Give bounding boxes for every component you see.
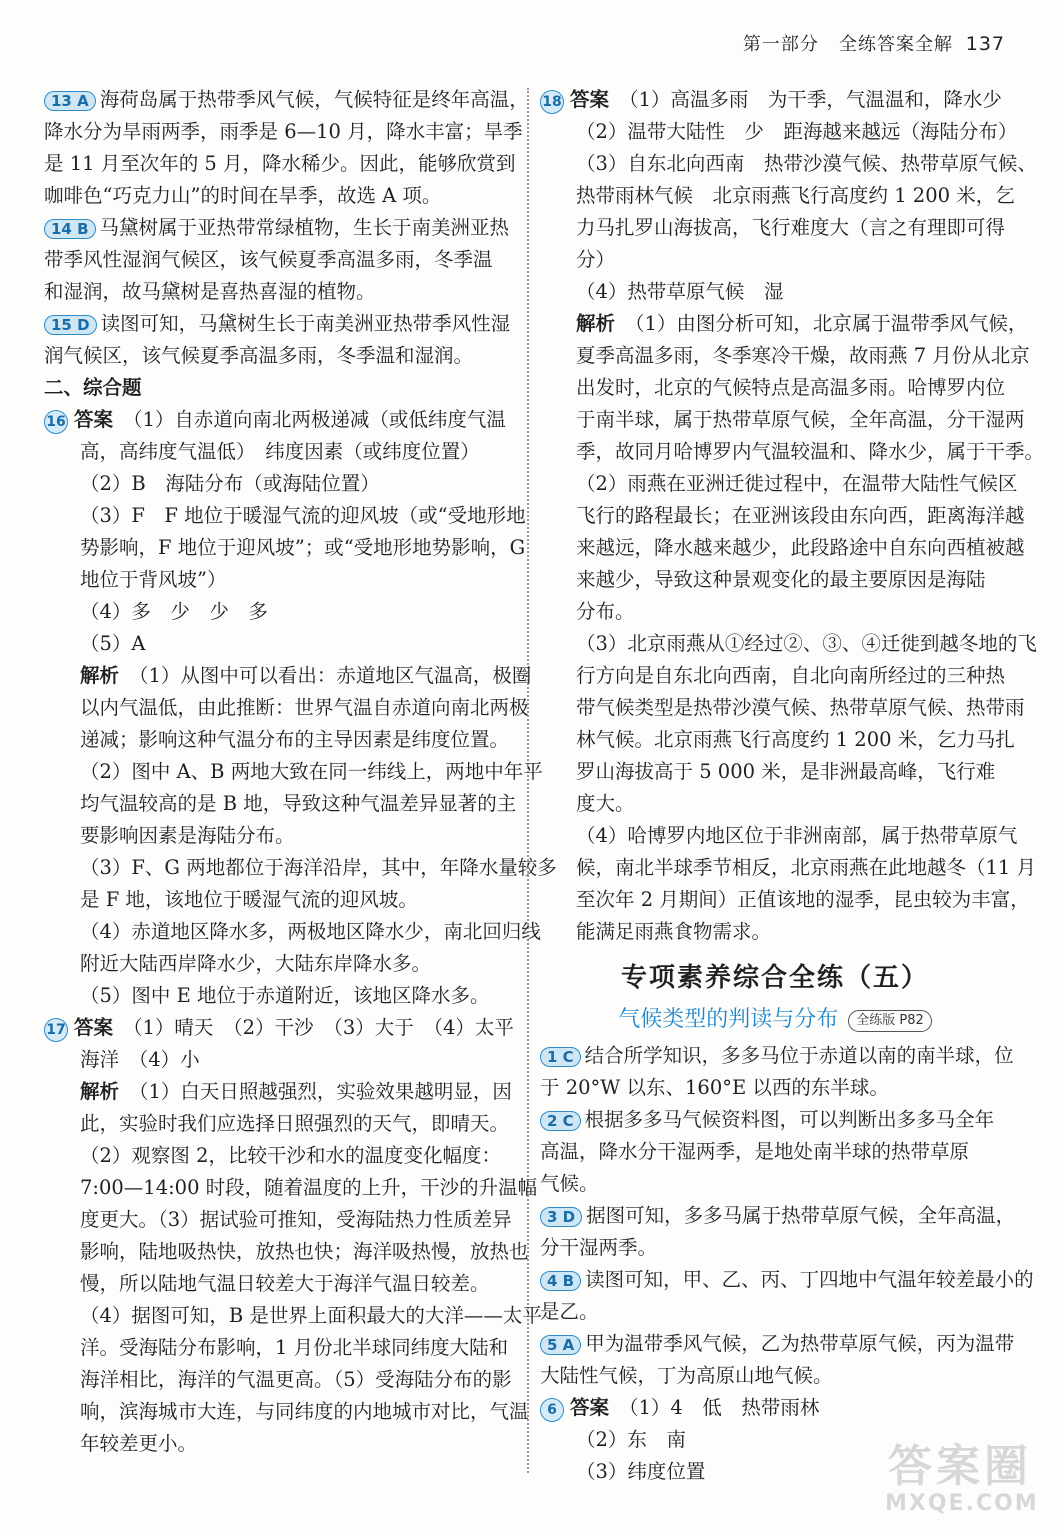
q18-number: 18 — [540, 90, 564, 114]
watermark-logo-text: 答案圈 — [888, 1441, 1032, 1492]
q16-analysis-4: （2）图中 A、B 两地大致在同一纬线上，两地中年平 — [80, 760, 543, 783]
r4-line-1: 4 B 读图可知，甲、乙、丙、丁四地中气温年较差最小的 — [540, 1264, 1010, 1296]
q14-line-1: 14 B 马黛树属于亚热带常绿植物，生长于南美洲亚热 — [44, 212, 514, 244]
q16-answer-8: （5）A — [80, 632, 146, 655]
right-column — [540, 84, 1045, 1488]
topic-subtitle-row — [540, 1000, 1010, 1040]
edition-reference: 全练版 P82 — [848, 1010, 932, 1032]
q16-analysis-8: 是 F 地，该地位于暖湿气流的迎风坡。 — [80, 888, 418, 911]
q17-analysis-5: 度更大。（3）据试验可推知，受海陆热力性质差异 — [80, 1208, 512, 1231]
q18-analysis-19: 至次年 2 月期间）正值该地的湿季，昆虫较为丰富， — [576, 888, 1030, 911]
q18-answer-6: 分） — [576, 248, 616, 271]
q18-analysis-9: 来越少，导致这种景观变化的最主要原因是海陆 — [576, 568, 986, 591]
q16-analysis-5: 均气温较高的是 B 地，导致这种气温差异显著的主 — [80, 792, 517, 815]
r6-answer-2: （2）东 南 — [576, 1428, 686, 1451]
q18-answer-7: （4）热带草原气候 湿 — [576, 280, 784, 303]
analysis-label: 解析 — [80, 664, 120, 687]
q18-analysis-13: 带气候类型是热带沙漠气候、热带草原气候、热带雨 — [576, 696, 1025, 719]
analysis-label: 解析 — [80, 1080, 120, 1103]
q18-answer-5: 力马扎罗山海拔高，飞行难度大（言之有理即可得 — [576, 216, 1006, 239]
r1-line-2: 于 20°W 以东、160°E 以西的东半球。 — [540, 1076, 889, 1099]
q18-analysis-4: 于南半球，属于热带草原气候，全年高温，分干湿两 — [576, 408, 1025, 431]
header-title: 全练答案全解 — [839, 34, 953, 55]
q18-answer-2: （2）温带大陆性 少 距海越来越远（海陆分布） — [576, 120, 1018, 143]
q17-analysis-6: 影响，陆地吸热快，放热也快；海洋吸热慢，放热也 — [80, 1240, 529, 1263]
q13-line-3: 是 11 月至次年的 5 月，降水稀少。因此，能够欣赏到 — [44, 152, 516, 175]
q17-analysis-8: （4）据图可知，B 是世界上面积最大的大洋——太平 — [80, 1304, 542, 1327]
r5-line-1: 5 A 甲为温带季风气候，乙为热带草原气候，丙为温带 — [540, 1328, 1010, 1360]
q16-answer-3: （2）B 海陆分布（或海陆位置） — [80, 472, 380, 495]
q16-analysis-7: （3）F、G 两地都位于海洋沿岸，其中，年降水量较多 — [80, 856, 557, 879]
q17-analysis-1: 解析 （1）白天日照越强烈，实验效果越明显，因 — [80, 1080, 512, 1103]
header-section: 第一部分 — [742, 34, 819, 55]
q16-answer-7: （4）多 少 少 多 — [80, 600, 268, 623]
q18-analysis-17: （4）哈博罗内地区位于非洲南部，属于热带草原气 — [576, 824, 1018, 847]
q18-analysis-20: 能满足雨燕食物需求。 — [576, 920, 772, 943]
q18-analysis-8: 来越远，降水越来越少，此段路途中自东向西植被越 — [576, 536, 1025, 559]
q18-analysis-10: 分布。 — [576, 600, 635, 623]
q13-tag: 13 A — [44, 91, 96, 111]
q18-analysis-3: 出发时，北京的气候特点是高温多雨。哈博罗内位 — [576, 376, 1006, 399]
r2-line-2: 高温，降水分干湿两季，是地处南半球的热带草原 — [540, 1140, 970, 1163]
r4-tag: 4 B — [540, 1271, 581, 1291]
q18-analysis-1: 解析 （1）由图分析可知，北京属于温带季风气候， — [576, 312, 1028, 335]
q15-line-1: 15 D 读图可知，马黛树生长于南美洲亚热带季风性湿 — [44, 308, 514, 340]
q17-answer-1: 17 答案 （1）晴天 （2）干沙 （3）大于 （4）太平 — [44, 1012, 514, 1044]
q18-analysis-18: 候，南北半球季节相反，北京雨燕在此地越冬（11 月 — [576, 856, 1037, 879]
r3-line-1: 3 D 据图可知，多多马属于热带草原气候，全年高温， — [540, 1200, 1010, 1232]
r5-line-2: 大陆性气候，丁为高原山地气候。 — [540, 1364, 833, 1387]
q18-analysis-14: 林气候。北京雨燕飞行高度约 1 200 米，乞力马扎 — [576, 728, 1015, 751]
section-heading: 二、综合题 — [44, 376, 142, 399]
q17-answer-2: 海洋 （4）小 — [80, 1048, 200, 1071]
answer-label: 答案 — [74, 1016, 114, 1039]
q18-answer-1: 18 答案 （1）高温多雨 为干季，气温温和，降水少 — [540, 84, 1010, 116]
page-header — [743, 30, 1005, 56]
r2-line-3: 气候。 — [540, 1172, 599, 1195]
q14-line-2: 带季风性湿润气候区，该气候夏季高温多雨，冬季温 — [44, 248, 493, 271]
q17-number: 17 — [44, 1018, 68, 1042]
q15-tag: 15 D — [44, 315, 97, 335]
r6-number: 6 — [540, 1398, 564, 1422]
analysis-label: 解析 — [576, 312, 616, 335]
q16-analysis-6: 要影响因素是海陆分布。 — [80, 824, 295, 847]
topic-title: 专项素养综合全练（五） — [620, 963, 929, 993]
q18-analysis-16: 度大。 — [576, 792, 635, 815]
q13-line-2: 降水分为旱雨两季，雨季是 6—10 月，降水丰富；旱季 — [44, 120, 523, 143]
q18-answer-3: （3）自东北向西南 热带沙漠气候、热带草原气候、 — [576, 152, 1037, 175]
q17-analysis-4: 7:00—14:00 时段，随着温度的上升，干沙的升温幅 — [80, 1176, 538, 1199]
r3-line-2: 分干湿两季。 — [540, 1236, 658, 1259]
q17-analysis-9: 洋。受海陆分布影响，1 月份北半球同纬度大陆和 — [80, 1336, 509, 1359]
q16-answer-4: （3）F F 地位于暖湿气流的迎风坡（或“受地形地 — [80, 504, 526, 527]
r3-tag: 3 D — [540, 1207, 582, 1227]
q16-analysis-10: 附近大陆西岸降水少，大陆东岸降水多。 — [80, 952, 432, 975]
q13-line-4: 咖啡色“巧克力山”的时间在旱季，故选 A 项。 — [44, 184, 442, 207]
q14-tag: 14 B — [44, 219, 96, 239]
r5-tag: 5 A — [540, 1335, 581, 1355]
q13-line-1: 13 A 海荷岛属于热带季风气候，气候特征是终年高温， — [44, 84, 514, 116]
q16-analysis-1: 解析 （1）从图中可以看出：赤道地区气温高，极圈 — [80, 664, 532, 687]
q16-analysis-11: （5）图中 E 地位于赤道附近，该地区降水多。 — [80, 984, 490, 1007]
q17-analysis-2: 此，实验时我们应选择日照强烈的天气，即晴天。 — [80, 1112, 510, 1135]
r1-line-1: 1 C 结合所学知识，多多马位于赤道以南的南半球，位 — [540, 1040, 1010, 1072]
site-watermark — [885, 1441, 1039, 1522]
q16-answer-6: 地位于背风坡”） — [80, 568, 227, 591]
r6-answer-1: 6 答案 （1）4 低 热带雨林 — [540, 1392, 1010, 1424]
q17-analysis-3: （2）观察图 2，比较干沙和水的温度变化幅度： — [80, 1144, 502, 1167]
r2-line-1: 2 C 根据多多马气候资料图，可以判断出多多马全年 — [540, 1104, 1010, 1136]
q18-analysis-15: 罗山海拔高于 5 000 米，是非洲最高峰，飞行难 — [576, 760, 996, 783]
r4-line-2: 是乙。 — [540, 1300, 599, 1323]
q15-line-2: 润气候区，该气候夏季高温多雨，冬季温和湿润。 — [44, 344, 474, 367]
q18-analysis-12: 行方向是自东北向西南，自北向南所经过的三种热 — [576, 664, 1006, 687]
answer-label: 答案 — [570, 1396, 610, 1419]
r1-tag: 1 C — [540, 1047, 581, 1067]
topic-subtitle: 气候类型的判读与分布 — [618, 1007, 839, 1032]
page-number: 137 — [965, 33, 1005, 55]
q18-analysis-5: 季，故同月哈博罗内气温较温和、降水少，属于干季。 — [576, 440, 1045, 463]
q16-number: 16 — [44, 410, 68, 434]
q16-analysis-2: 以内气温低，由此推断：世界气温自赤道向南北两极 — [80, 696, 529, 719]
q14-line-3: 和湿润，故马黛树是喜热喜湿的植物。 — [44, 280, 376, 303]
q18-analysis-6: （2）雨燕在亚洲迁徙过程中，在温带大陆性气候区 — [576, 472, 1018, 495]
q16-answer-1: 16 答案 （1）自赤道向南北两极递减（或低纬度气温 — [44, 404, 514, 436]
answer-label: 答案 — [570, 88, 610, 111]
q18-analysis-7: 飞行的路程最长；在亚洲该段由东向西，距离海洋越 — [576, 504, 1025, 527]
q16-answer-2: 高，高纬度气温低） 纬度因素（或纬度位置） — [80, 440, 480, 463]
q17-analysis-7: 慢，所以陆地气温日较差大于海洋气温日较差。 — [80, 1272, 490, 1295]
q16-analysis-9: （4）赤道地区降水多，两极地区降水少，南北回归线 — [80, 920, 541, 943]
r6-answer-3: （3）纬度位置 — [576, 1460, 706, 1483]
q18-answer-4: 热带雨林气候 北京雨燕飞行高度约 1 200 米，乞 — [576, 184, 1015, 207]
q18-analysis-11: （3）北京雨燕从①经过②、③、④迁徙到越冬地的飞 — [576, 632, 1037, 655]
q18-analysis-2: 夏季高温多雨，冬季寒冷干燥，故雨燕 7 月份从北京 — [576, 344, 1030, 367]
q17-analysis-10: 海洋相比，海洋的气温更高。（5）受海陆分布的影 — [80, 1368, 512, 1391]
r2-tag: 2 C — [540, 1111, 581, 1131]
q16-answer-5: 势影响，F 地位于迎风坡”；或“受地形地势影响，G — [80, 536, 526, 559]
q16-analysis-3: 递减；影响这种气温分布的主导因素是纬度位置。 — [80, 728, 510, 751]
watermark-url: MXQE.COM — [885, 1491, 1039, 1516]
q17-analysis-11: 响，滨海城市大连，与同纬度的内地城市对比，气温 — [80, 1400, 529, 1423]
answer-label: 答案 — [74, 408, 114, 431]
q17-analysis-12: 年较差更小。 — [80, 1432, 198, 1455]
